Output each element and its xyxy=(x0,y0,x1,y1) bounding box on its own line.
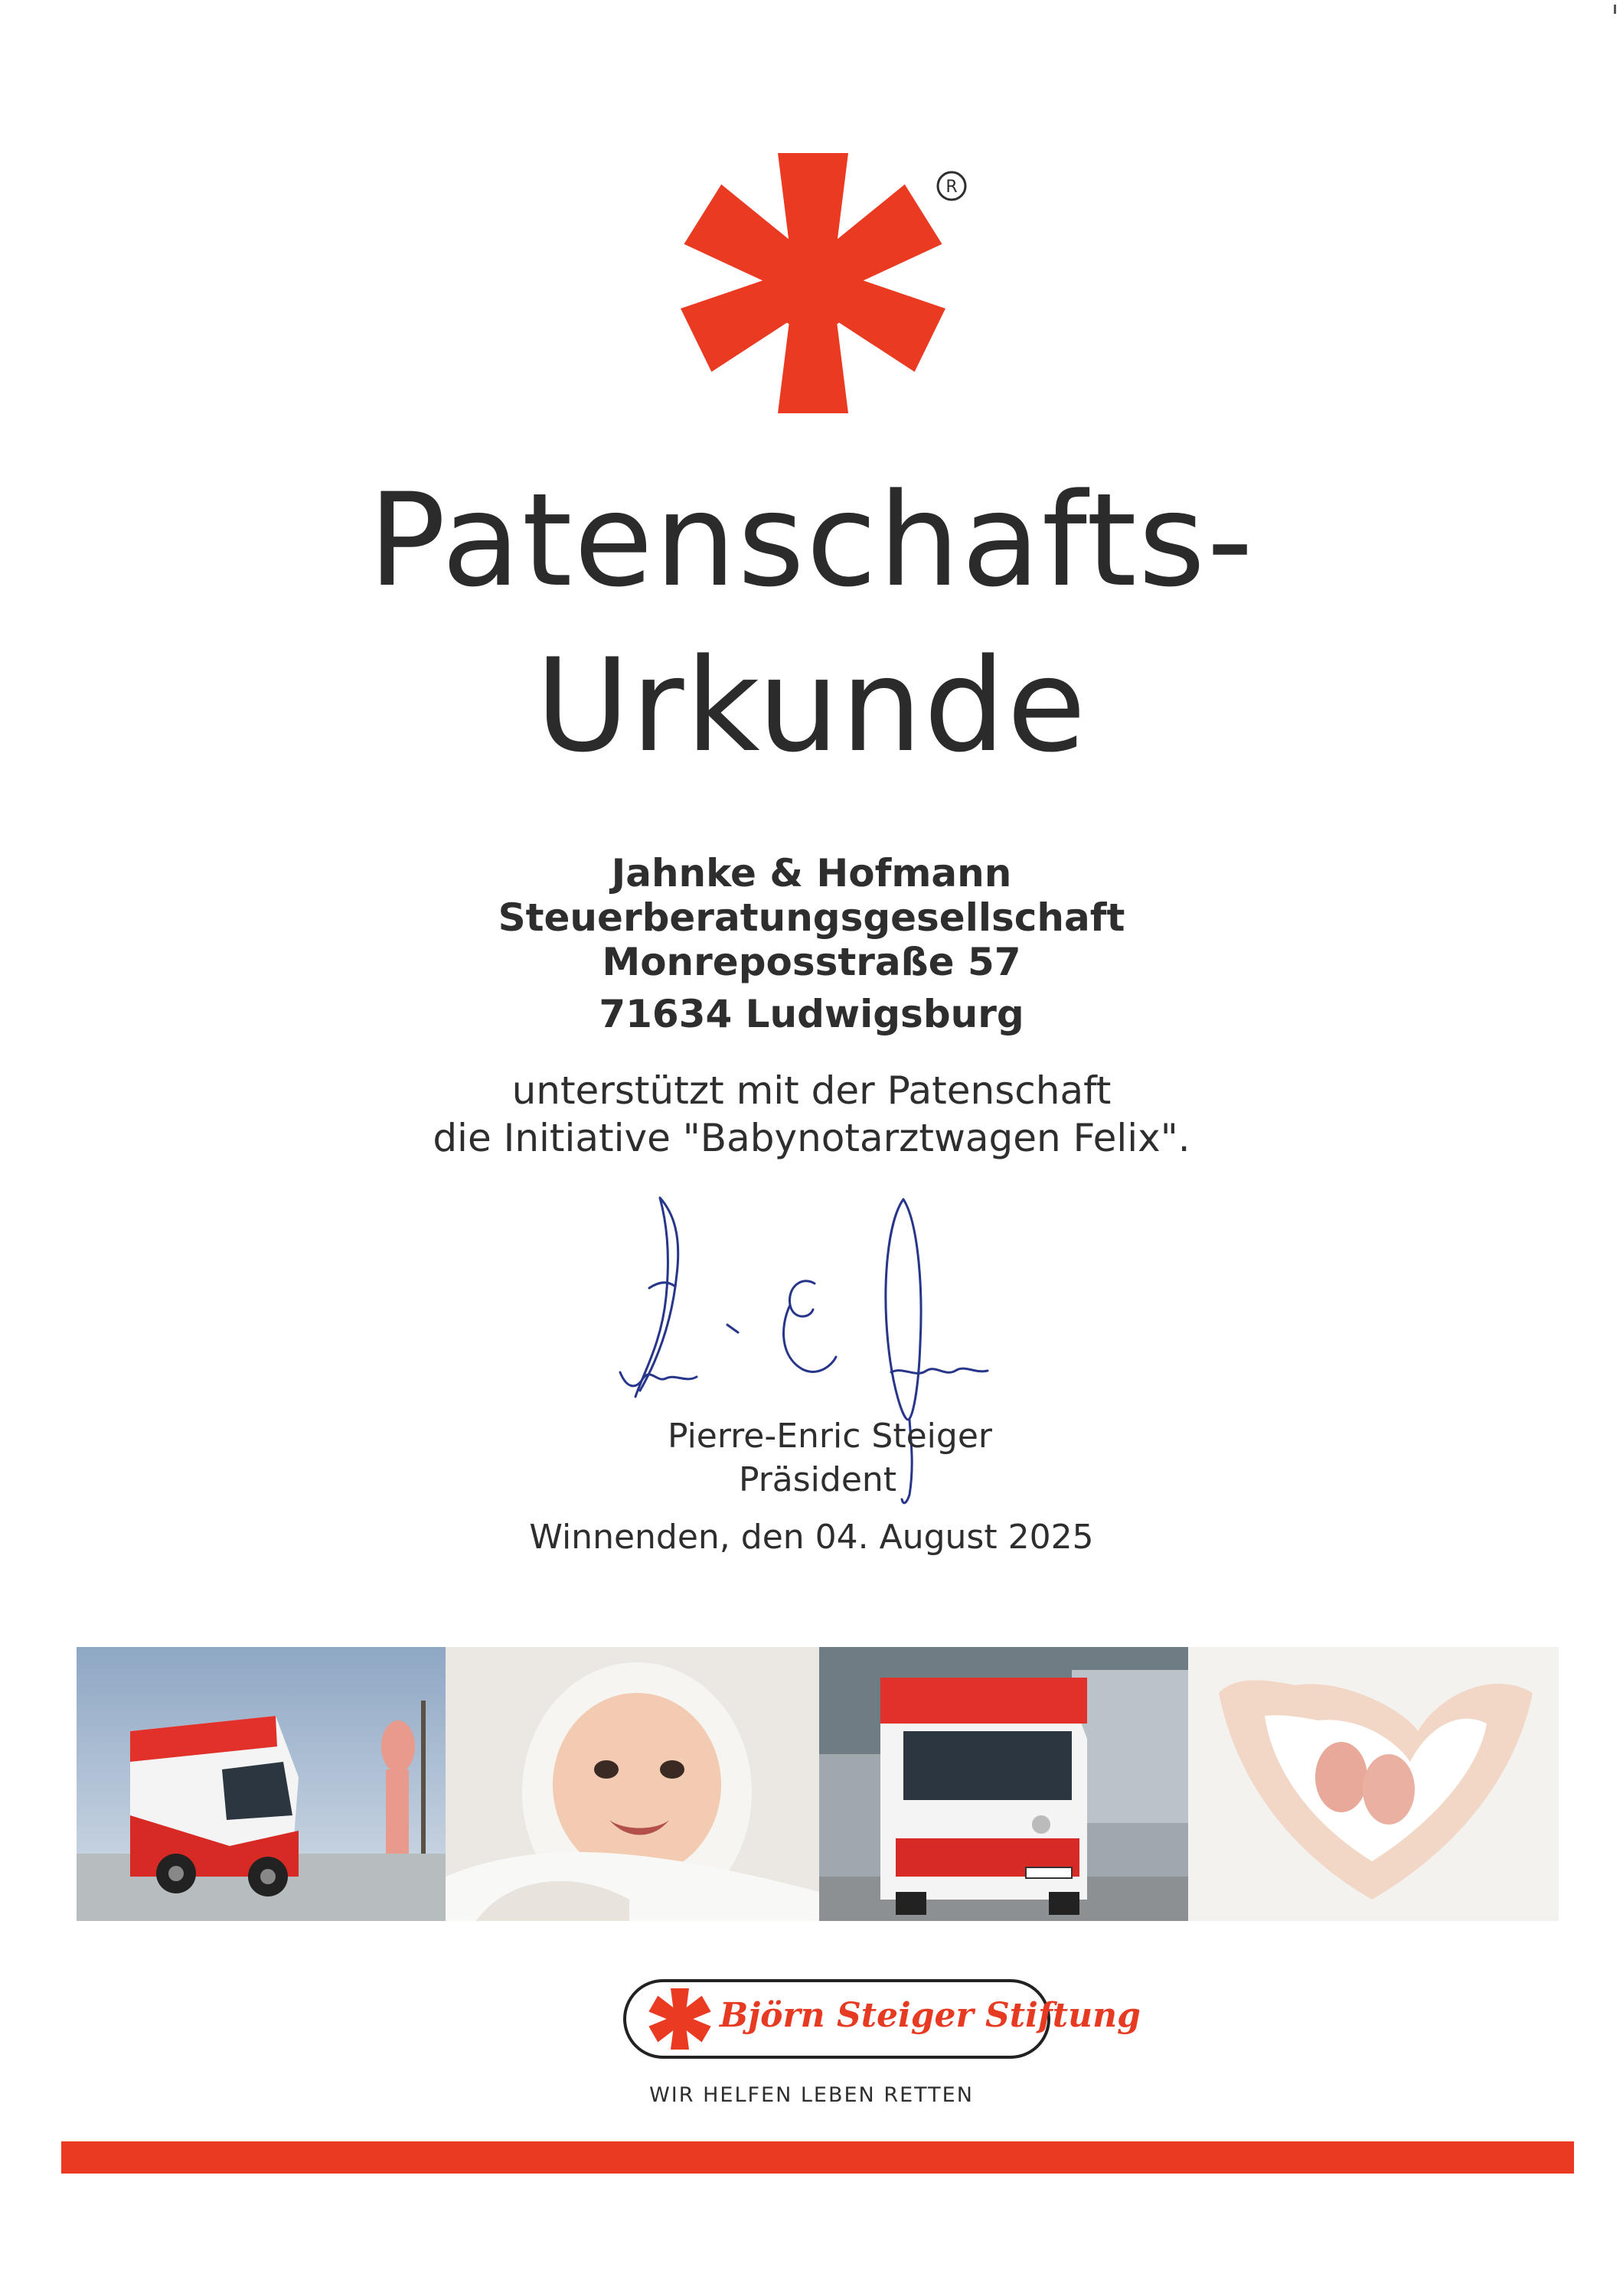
registered-trademark-icon xyxy=(936,170,968,202)
ambulance-front-photo xyxy=(819,1647,1188,1921)
bottom-red-bar xyxy=(61,2141,1574,2174)
slogan: WIR HELFEN LEBEN RETTEN xyxy=(649,2083,974,2107)
sponsor-company: Steuerberatungsgesellschaft xyxy=(498,895,1125,940)
signatory-role: Präsident xyxy=(738,1460,897,1499)
statement-line-1: unterstützt mit der Patenschaft xyxy=(511,1068,1112,1113)
star-of-life-icon xyxy=(643,136,980,427)
sponsor-name: Jahnke & Hofmann xyxy=(611,851,1012,895)
signatory-name: Pierre-Enric Steiger xyxy=(668,1417,992,1456)
scan-mark xyxy=(1614,5,1616,14)
bjoern-steiger-stiftung-logo xyxy=(622,1976,1141,2062)
ambulance-photo xyxy=(77,1647,446,1921)
footer-logo-text: Björn Steiger Stiftung xyxy=(720,1996,1141,2035)
place-and-date: Winnenden, den 04. August 2025 xyxy=(529,1518,1094,1557)
certificate-title-line-2: Urkunde xyxy=(535,631,1088,781)
sponsor-street: Monreposstraße 57 xyxy=(602,940,1021,984)
certificate-title-line-1: Patenschafts- xyxy=(368,465,1255,615)
baby-feet-heart-hands-photo xyxy=(1188,1647,1559,1921)
baby-photo xyxy=(446,1647,819,1921)
svg-text:R: R xyxy=(945,178,958,197)
sponsor-city: 71634 Ludwigsburg xyxy=(599,992,1024,1036)
statement-line-2: die Initiative "Babynotarztwagen Felix". xyxy=(433,1116,1190,1160)
